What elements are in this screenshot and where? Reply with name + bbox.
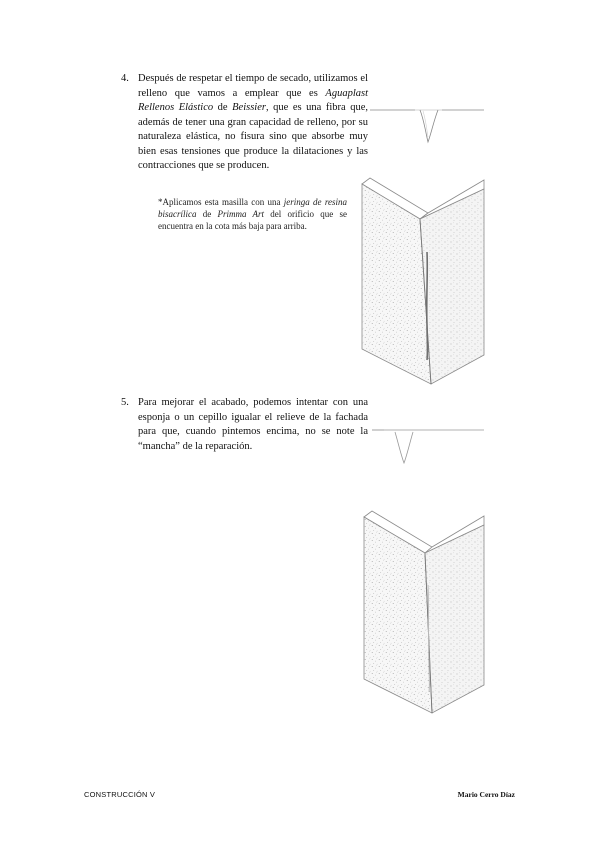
crack-section-1	[370, 110, 484, 142]
brand-name: Beissier	[232, 102, 266, 113]
step-number: 4.	[121, 73, 129, 84]
text-run: del orificio que se encuentra en la cota más baja para arriba.	[158, 209, 347, 232]
footer-author: Mario Cerro Díaz	[457, 790, 515, 799]
footer-course-title: CONSTRUCCIÓN V	[84, 790, 156, 799]
tool-name: jeringa de resina bisacrílica	[158, 197, 347, 220]
text-run: , que es una fibra que, además de tener una gran capacidad de relleno, por su naturaleza elástica, no fisura sino que absorbe muy bien esas tensiones que produce la dilataciones y las contracciones que se producen.	[138, 102, 368, 171]
step-number: 5.	[121, 397, 129, 408]
text-run: Después de respetar el tiempo de secado, utilizamos el relleno que vamos a emplear que es	[138, 73, 368, 99]
text-run: Para mejorar el acabado, podemos intentar con una esponja o un cepillo igualar el relieve de la fachada para que, cuando pintemos encima, no se note la “mancha” de la reparación.	[138, 397, 368, 452]
product-name: Aguaplast Rellenos Elástico	[138, 87, 368, 113]
wall-corner-2	[364, 511, 484, 713]
text-run: de	[196, 209, 218, 220]
text-run: *Aplicamos esta masilla con una	[158, 197, 284, 207]
brand-name: Primma Art	[217, 209, 265, 220]
crack-section-2	[372, 430, 484, 463]
wall-corner-1	[362, 178, 484, 384]
text-run: de	[213, 102, 233, 113]
